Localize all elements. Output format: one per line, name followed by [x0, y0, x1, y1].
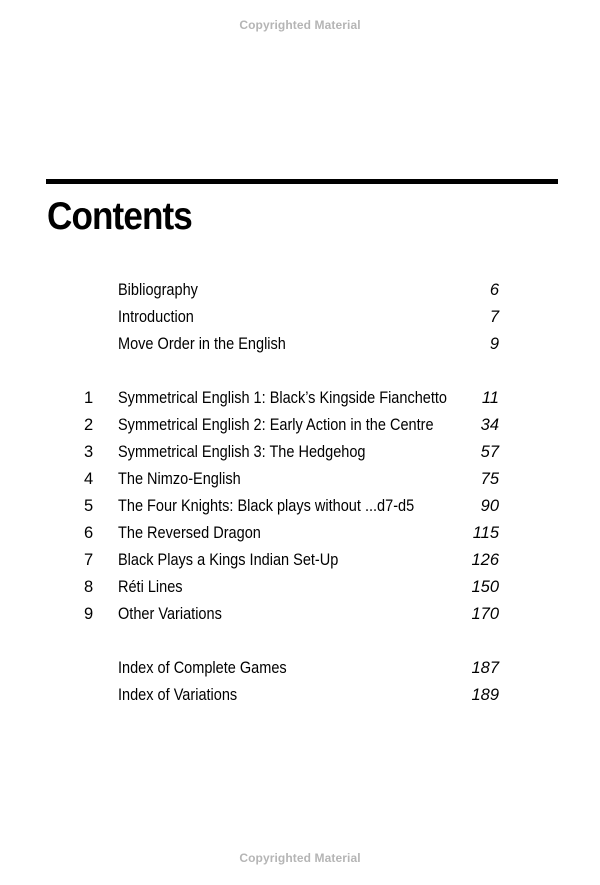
toc-chapter-number: 6: [84, 524, 94, 542]
toc-chapter-7[interactable]: [0, 549, 600, 571]
toc-chapter-number: 1: [84, 389, 94, 407]
toc-entry-title: Introduction: [118, 308, 194, 326]
toc-entry-page: 57: [480, 443, 499, 461]
toc-chapter-5[interactable]: [0, 495, 600, 517]
toc-chapter-number: 8: [84, 578, 94, 596]
toc-chapter-1[interactable]: [0, 387, 600, 409]
toc-entry-title: The Nimzo-English: [118, 470, 241, 488]
toc-entry-bibliography[interactable]: [0, 279, 600, 301]
toc-chapter-2[interactable]: [0, 414, 600, 436]
toc-chapter-number: 9: [84, 605, 94, 623]
page-title: Contents: [47, 195, 192, 238]
toc-chapter-number: 2: [84, 416, 94, 434]
toc-entry-page: 9: [489, 335, 499, 353]
toc-entry-page: 6: [489, 281, 499, 299]
toc-entry-page: 75: [480, 470, 499, 488]
toc-entry-title: The Four Knights: Black plays without ...d7-d5: [118, 497, 415, 515]
toc-entry-page: 7: [489, 308, 499, 326]
toc-entry-title: Move Order in the English: [118, 335, 286, 353]
toc-entry-title: Symmetrical English 2: Early Action in the Centre: [118, 416, 434, 434]
toc-entry-title: Bibliography: [118, 281, 198, 299]
toc-chapter-number: 5: [84, 497, 94, 515]
toc-chapter-number: 3: [84, 443, 94, 461]
toc-chapter-9[interactable]: [0, 603, 600, 625]
toc-entry-index-variations[interactable]: [0, 684, 600, 706]
toc-entry-title: Index of Variations: [118, 686, 238, 704]
heading-rule: [46, 179, 558, 184]
toc-entry-page: 187: [471, 659, 499, 677]
toc-chapter-8[interactable]: [0, 576, 600, 598]
toc-chapter-number: 7: [84, 551, 94, 569]
toc-entry-page: 126: [471, 551, 499, 569]
toc-entry-title: Other Variations: [118, 605, 222, 623]
toc-entry-title: Symmetrical English 3: The Hedgehog: [118, 443, 366, 461]
toc-entry-page: 34: [480, 416, 499, 434]
toc-entry-title: Réti Lines: [118, 578, 183, 596]
toc-chapter-number: 4: [84, 470, 94, 488]
toc-entry-move-order[interactable]: [0, 333, 600, 355]
toc-chapter-6[interactable]: [0, 522, 600, 544]
copyright-watermark-top: Copyrighted Material: [239, 18, 361, 32]
toc-entry-page: 170: [471, 605, 499, 623]
toc-entry-page: 150: [471, 578, 499, 596]
toc-entry-page: 189: [471, 686, 499, 704]
toc-entry-title: Index of Complete Games: [118, 659, 287, 677]
toc-entry-introduction[interactable]: [0, 306, 600, 328]
toc-entry-page: 115: [472, 524, 499, 542]
toc-entry-page: 90: [480, 497, 499, 515]
toc-entry-page: 11: [481, 389, 499, 407]
toc-chapter-4[interactable]: [0, 468, 600, 490]
copyright-watermark-bottom: Copyrighted Material: [239, 851, 361, 865]
toc-entry-title: Symmetrical English 1: Black’s Kingside Fianchetto: [118, 389, 448, 407]
toc-entry-title: Black Plays a Kings Indian Set-Up: [118, 551, 339, 569]
toc-chapter-3[interactable]: [0, 441, 600, 463]
toc-entry-index-games[interactable]: [0, 657, 600, 679]
toc-entry-title: The Reversed Dragon: [118, 524, 261, 542]
